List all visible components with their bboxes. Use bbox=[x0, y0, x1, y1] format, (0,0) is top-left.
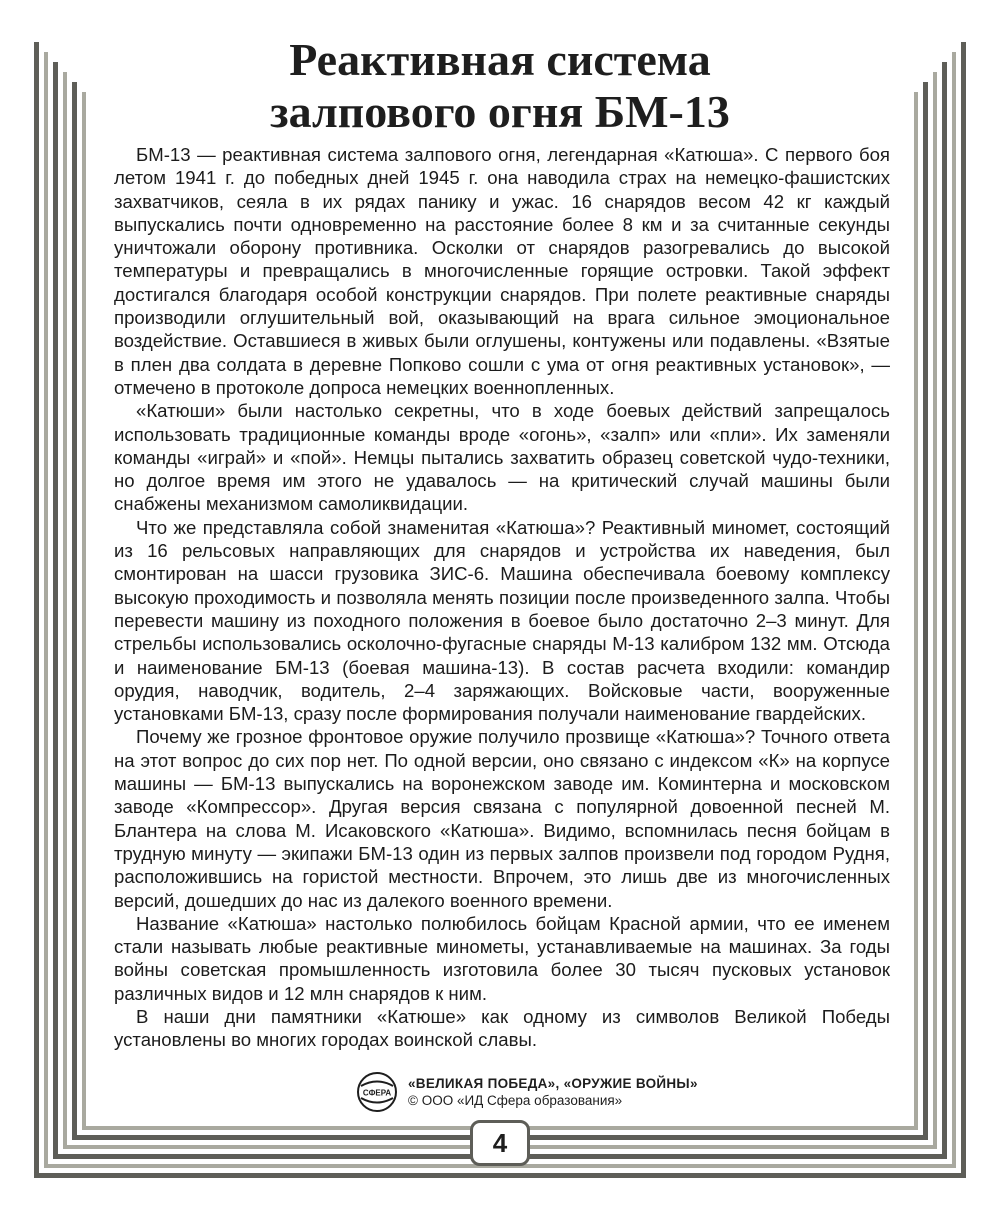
frame-stripe-left-1 bbox=[34, 42, 39, 1178]
frame-stripe-left-2 bbox=[44, 52, 48, 1168]
paragraph-6: В наши дни памятники «Катюше» как одному из символов Великой Победы установлены во многих городах воинской славы. bbox=[114, 1005, 890, 1051]
page-title-line-1: Реактивная система bbox=[289, 34, 711, 85]
series-title: «ВЕЛИКАЯ ПОБЕДА», «ОРУЖИЕ ВОЙНЫ» bbox=[408, 1076, 698, 1091]
frame-stripe-left-4 bbox=[63, 72, 67, 1148]
logo-text: СФЕРА bbox=[362, 1088, 392, 1098]
paragraph-4: Почему же грозное фронтовое оружие получило прозвище «Катюша»? Точного ответа на этот вопрос до сих пор нет. По одной версии, оно связано с индексом «К» на корпусе машины — БМ-13 выпускались на воронежском заводе им. Коминтерна и московском заводе «Компрессор». Другая версия связана с популярной довоенной песней М. Блантера на слова М. Исаковского «Катюша». Видимо, вспомнилась песня бойцам в трудную минуту — экипажи БМ-13 один из первых залпов произвели под городом Рудня, расположившись на гористой местности. Впрочем, это лишь две из многочисленных версий, дошедших до нас из далекого военного времени. bbox=[114, 726, 890, 911]
footer bbox=[356, 1072, 698, 1112]
publisher-copyright: © ООО «ИД Сфера образования» bbox=[408, 1093, 623, 1108]
frame-stripe-right-5 bbox=[923, 82, 928, 1138]
frame-stripe-right-3 bbox=[942, 62, 947, 1158]
frame-stripe-bottom-1 bbox=[34, 1173, 966, 1178]
frame-stripe-right-1 bbox=[961, 42, 966, 1178]
publisher-logo-icon bbox=[356, 1071, 398, 1113]
page-number-value: 4 bbox=[492, 1127, 508, 1158]
frame-stripe-right-6 bbox=[914, 92, 918, 1128]
page-title bbox=[150, 34, 850, 138]
paragraph-2: «Катюши» были настолько секретны, что в ходе боевых действий запрещалось использовать традиционные команды вроде «огонь», «залп» или «пли». Их заменяли команды «играй» и «пой». Немцы пытались захватить образец советской чудо-техники, но долгое время им этого не удавалось — на критический случай машины были снабжены механизмом самоликвидации. bbox=[114, 400, 890, 515]
paragraph-3: Что же представляла собой знаменитая «Катюша»? Реактивный миномет, состоящий из 16 рельсовых направляющих для снарядов и устройства их наведения, был смонтирован на шасси грузовика ЗИС-6. Машина обеспечивала боевому комплексу высокую проходимость и позволяла менять позиции после произведенного залпа. Чтобы перевести машину из походного положения в боевое было достаточно 2–3 минут. Для стрельбы использовались осколочно-фугасные снаряды М-13 калибром 132 мм. Отсюда и наименование БМ-13 (боевая машина-13). В состав расчета входили: командир орудия, наводчик, водитель, 2–4 заряжающих. Войсковые части, вооруженные установками БМ-13, сразу после формирования получали наименование гвардейских. bbox=[114, 516, 890, 725]
frame-stripe-left-5 bbox=[72, 82, 77, 1138]
frame-stripe-right-4 bbox=[933, 72, 937, 1148]
frame-stripe-left-3 bbox=[53, 62, 58, 1158]
frame-stripe-left-6 bbox=[82, 92, 86, 1128]
article-body bbox=[114, 143, 890, 1052]
page-title-line-2: залпового огня БМ-13 bbox=[270, 86, 730, 137]
frame-stripe-right-2 bbox=[952, 52, 956, 1168]
paragraph-5: Название «Катюша» настолько полюбилось бойцам Красной армии, что ее именем стали называть любые реактивные минометы, устанавливаемые на машинах. За годы войны советская промышленность изготовила более 30 тысяч пусковых установок различных видов и 12 млн снарядов к ним. bbox=[114, 912, 890, 1004]
page-number bbox=[470, 1120, 530, 1166]
paragraph-1: БМ-13 — реактивная система залпового огня, легендарная «Катюша». С первого боя летом 1941 г. до победных дней 1945 г. она наводила страх на немецко-фашистских захватчиков, сеяла в их рядах панику и ужас. 16 снарядов весом 42 кг каждый выпускались почти одновременно на расстояние более 8 км и за считанные секунды уничтожали оборону противника. Осколки от снарядов разогревались до высокой температуры и превращались в многочисленные горящие островки. Такой эффект достигался благодаря особой конструкции снарядов. При полете реактивные снаряды производили оглушительный вой, оказывающий на врага сильное эмоциональное воздействие. Оставшиеся в живых были оглушены, контужены или подавлены. «Взятые в плен два солдата в деревне Попково сошли с ума от огня реактивных установок», — отмечено в протоколе допроса немецких военнопленных. bbox=[114, 144, 890, 398]
